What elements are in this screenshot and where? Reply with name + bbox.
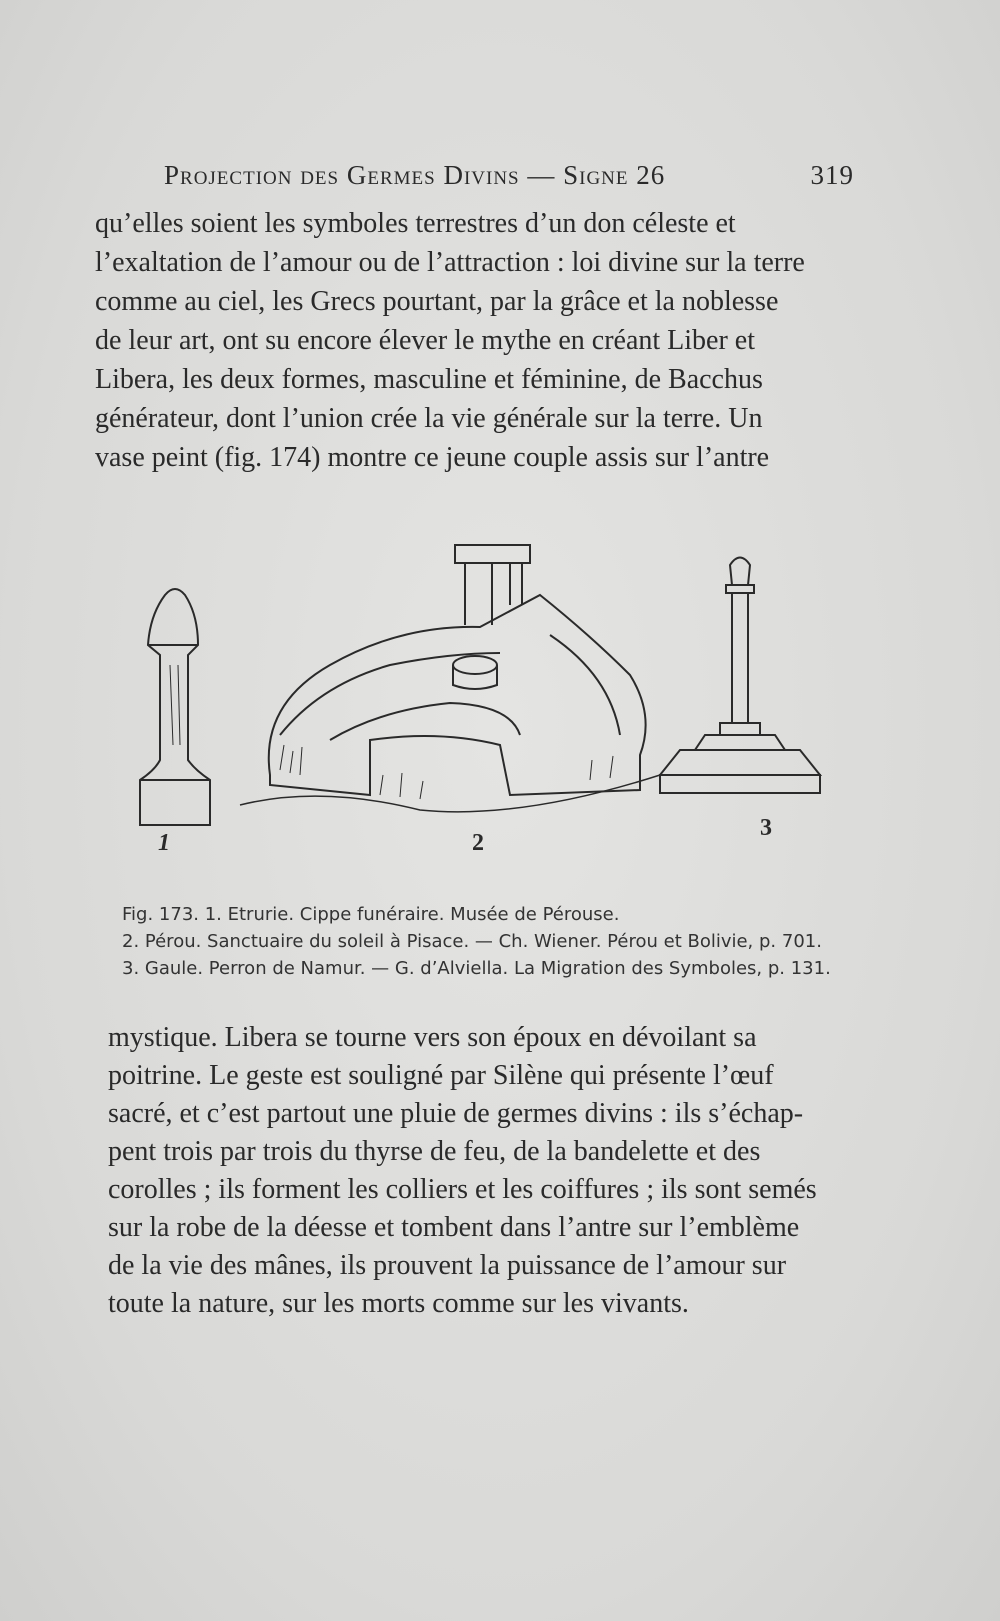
text-line: sur la robe de la déesse et tombent dans l’antre sur l’emblème xyxy=(108,1212,800,1243)
figure-drawing xyxy=(120,535,860,880)
text-line: vase peint (fig. 174) montre ce jeune couple assis sur l’antre xyxy=(95,442,770,473)
text-line: toute la nature, sur les morts comme sur les vivants. xyxy=(108,1288,689,1319)
text-line: mystique. Libera se tourne vers son époux en dévoilant sa xyxy=(108,1022,757,1053)
text-line: de la vie des mânes, ils prouvent la puissance de l’amour sur xyxy=(108,1250,787,1281)
text-line: Libera, les deux formes, masculine et féminine, de Bacchus xyxy=(95,364,763,395)
caption-line: 3. Gaule. Perron de Namur. — G. d’Alviella. La Migration des Symboles, p. 131. xyxy=(122,958,831,979)
figure-label-2: 2 xyxy=(472,830,484,856)
text-line: générateur, dont l’union crée la vie générale sur la terre. Un xyxy=(95,403,763,434)
text-line: sacré, et c’est partout une pluie de germes divins : ils s’échap- xyxy=(108,1098,804,1129)
text-line: corolles ; ils forment les colliers et les coiffures ; ils sont semés xyxy=(108,1174,817,1205)
caption-line: 2. Pérou. Sanctuaire du soleil à Pisace. — Ch. Wiener. Pérou et Bolivie, p. 701. xyxy=(122,931,822,952)
figure-173-illustration xyxy=(120,535,860,880)
text-line: poitrine. Le geste est souligné par Silène qui présente l’œuf xyxy=(108,1060,774,1091)
text-line: comme au ciel, les Grecs pourtant, par la grâce et la noblesse xyxy=(95,286,779,317)
figure-label-1: 1 xyxy=(158,830,170,856)
text-line: qu’elles soient les symboles terrestres d’un don céleste et xyxy=(95,208,736,239)
page-number: 319 xyxy=(810,160,854,190)
sanctuary-drawing xyxy=(240,545,660,812)
header-title: Projection des Germes Divins — Signe 26 xyxy=(164,160,666,190)
caption-line: Fig. 173. 1. Etrurie. Cippe funéraire. Musée de Pérouse. xyxy=(122,904,620,925)
running-header xyxy=(164,160,854,200)
text-line: l’exaltation de l’amour ou de l’attraction : loi divine sur la terre xyxy=(95,247,805,278)
text-line: pent trois par trois du thyrse de feu, de la bandelette et des xyxy=(108,1136,761,1167)
perron-drawing xyxy=(660,558,820,794)
figure-label-3: 3 xyxy=(760,815,772,841)
text-line: de leur art, ont su encore élever le mythe en créant Liber et xyxy=(95,325,756,356)
cippus-drawing xyxy=(140,589,210,825)
